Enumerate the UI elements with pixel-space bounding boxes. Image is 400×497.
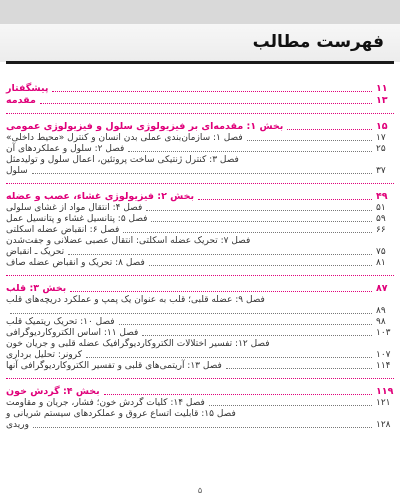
toc-label: فصل ۹: عضله قلبی؛ قلب به عنوان یک پمپ و عملکرد دریچه‌های قلب xyxy=(6,294,265,305)
toc-label: پیشگفتار xyxy=(6,82,49,94)
chapter-row-continuation[interactable] xyxy=(6,349,394,360)
chapter-row[interactable] xyxy=(6,202,394,213)
chapter-row[interactable] xyxy=(6,213,394,224)
chapter-row[interactable] xyxy=(6,132,394,143)
toc-label: فصل ۱۴: کلیات گردش خون؛ فشار، جریان و مقاومت xyxy=(6,397,205,408)
toc-page: ۲۵ xyxy=(376,143,386,154)
toc-label: فصل ۱: سازمان‌بندی عملی بدن انسان و کنترل «محیط داخلی» xyxy=(6,132,243,143)
toc-page: ۱۲۸ xyxy=(376,419,391,430)
toc-page: ۱۳ xyxy=(376,94,388,106)
toc-label: فصل ۸: تحریک و انقباض عضله صاف xyxy=(6,257,145,268)
dot-leader xyxy=(287,129,372,130)
toc-label: فصل ۱۱: اساس الکتروکاردیوگرافی xyxy=(6,327,139,338)
chapter-row[interactable] xyxy=(6,224,394,235)
toc-page: ۵۱ xyxy=(376,202,386,213)
toc-page: ۱۵ xyxy=(376,120,388,132)
toc-label: فصل ۱۳: آریتمی‌های قلبی و تفسیر الکتروکاردیوگرافی آنها xyxy=(6,360,222,371)
chapter-row-continuation[interactable] xyxy=(6,419,394,430)
toc-page: ۵۹ xyxy=(376,213,386,224)
toc-label: بخش ۲: فیزیولوژی غشاء، عصب و عضله xyxy=(6,190,195,202)
top-bar xyxy=(0,0,400,25)
toc-label: فصل ۷: تحریک عضله اسکلتی: انتقال عصبی عضلانی و جفت‌شدن xyxy=(6,235,251,246)
title-rule xyxy=(6,61,394,64)
section-divider xyxy=(6,183,394,184)
toc-page: ۸۹ xyxy=(376,305,386,316)
chapter-row[interactable] xyxy=(6,316,394,327)
chapter-row[interactable] xyxy=(6,397,394,408)
chapter-row-continuation[interactable] xyxy=(6,246,394,257)
toc-label: سلول xyxy=(6,165,28,176)
toc-label: تحریک ـ انقباض xyxy=(6,246,65,257)
dot-leader xyxy=(40,103,372,104)
section-divider xyxy=(6,378,394,379)
toc-page: ۱۰۳ xyxy=(376,327,391,338)
toc-page: ۹۸ xyxy=(376,316,386,327)
table-of-contents xyxy=(6,82,394,430)
section-divider xyxy=(6,275,394,276)
dot-leader xyxy=(151,221,372,222)
dot-leader xyxy=(33,427,372,428)
chapter-row-continuation[interactable] xyxy=(6,165,394,176)
toc-label: بخش ۳: قلب xyxy=(6,282,67,294)
dot-leader xyxy=(142,335,372,336)
toc-page: ۱۲۱ xyxy=(376,397,391,408)
section-heading[interactable] xyxy=(6,385,394,397)
toc-label: فصل ۲: سلول و عملکردهای آن xyxy=(6,143,125,154)
chapter-row[interactable] xyxy=(6,294,394,305)
dot-leader xyxy=(52,91,372,92)
toc-page: ۸۷ xyxy=(376,282,388,294)
toc-page: ۱۱۹ xyxy=(376,385,394,397)
chapter-row[interactable] xyxy=(6,408,394,419)
dot-leader xyxy=(247,140,372,141)
dot-leader xyxy=(32,173,372,174)
section-heading[interactable] xyxy=(6,282,394,294)
dot-leader xyxy=(149,265,372,266)
toc-page: ۱۷ xyxy=(376,132,386,143)
toc-label: فصل ۴: انتقال مواد از غشای سلولی xyxy=(6,202,143,213)
toc-label: فصل ۱۵: قابلیت اتساع عروق و عملکردهای سیستم شریانی و xyxy=(6,408,236,419)
dot-leader xyxy=(123,232,372,233)
toc-page: ۱۱۴ xyxy=(376,360,391,371)
chapter-row[interactable] xyxy=(6,257,394,268)
dot-leader xyxy=(68,254,372,255)
dot-leader xyxy=(209,405,372,406)
toc-label: بخش ۱: مقدمه‌ای بر فیزیولوژی سلول و فیزیولوژی عمومی xyxy=(6,120,284,132)
dot-leader xyxy=(226,368,372,369)
toc-label: کرونر: تحلیل برداری xyxy=(6,349,83,360)
toc-label: فصل ۵: پتانسیل غشاء و پتانسیل عمل xyxy=(6,213,148,224)
page-title: فهرست مطالب xyxy=(252,32,384,52)
toc-page: ۷۵ xyxy=(376,246,386,257)
toc-page: ۱۱ xyxy=(376,82,388,94)
chapter-row[interactable] xyxy=(6,327,394,338)
dot-leader xyxy=(104,394,372,395)
toc-page: ۱۰۷ xyxy=(376,349,391,360)
toc-label: فصل ۱۲: تفسیر اختلالات الکتروکاردیوگرافیک عضله قلبی و جریان خون xyxy=(6,338,270,349)
dot-leader xyxy=(146,210,372,211)
dot-leader xyxy=(198,199,372,200)
dot-leader xyxy=(128,151,372,152)
toc-label: فصل ۱۰: تحریک ریتمیک قلب xyxy=(6,316,115,327)
toc-label: فصل ۶: انقباض عضله اسکلتی xyxy=(6,224,120,235)
toc-row-preface[interactable] xyxy=(6,82,394,94)
toc-label: فصل ۳: کنترل ژنتیکی ساخت پروتئین، اعمال سلول و تولیدمثل xyxy=(6,154,239,165)
chapter-row[interactable] xyxy=(6,143,394,154)
toc-page: ۳۷ xyxy=(376,165,386,176)
toc-label: وریدی xyxy=(6,419,29,430)
dot-leader xyxy=(119,324,372,325)
toc-label: مقدمه xyxy=(6,94,36,106)
chapter-row-continuation[interactable] xyxy=(6,305,394,316)
chapter-row[interactable] xyxy=(6,338,394,349)
section-heading[interactable] xyxy=(6,120,394,132)
chapter-row[interactable] xyxy=(6,235,394,246)
toc-page: ۸۱ xyxy=(376,257,386,268)
toc-page: ۶۶ xyxy=(376,224,386,235)
chapter-row[interactable] xyxy=(6,154,394,165)
toc-label: بخش ۴: گردش خون xyxy=(6,385,100,397)
section-divider xyxy=(6,113,394,114)
dot-leader xyxy=(10,313,372,314)
chapter-row[interactable] xyxy=(6,360,394,371)
toc-row-intro[interactable] xyxy=(6,94,394,106)
dot-leader xyxy=(86,357,372,358)
page-number: ۵ xyxy=(197,486,203,495)
dot-leader xyxy=(70,291,372,292)
toc-page: ۴۹ xyxy=(376,190,388,202)
section-heading[interactable] xyxy=(6,190,394,202)
